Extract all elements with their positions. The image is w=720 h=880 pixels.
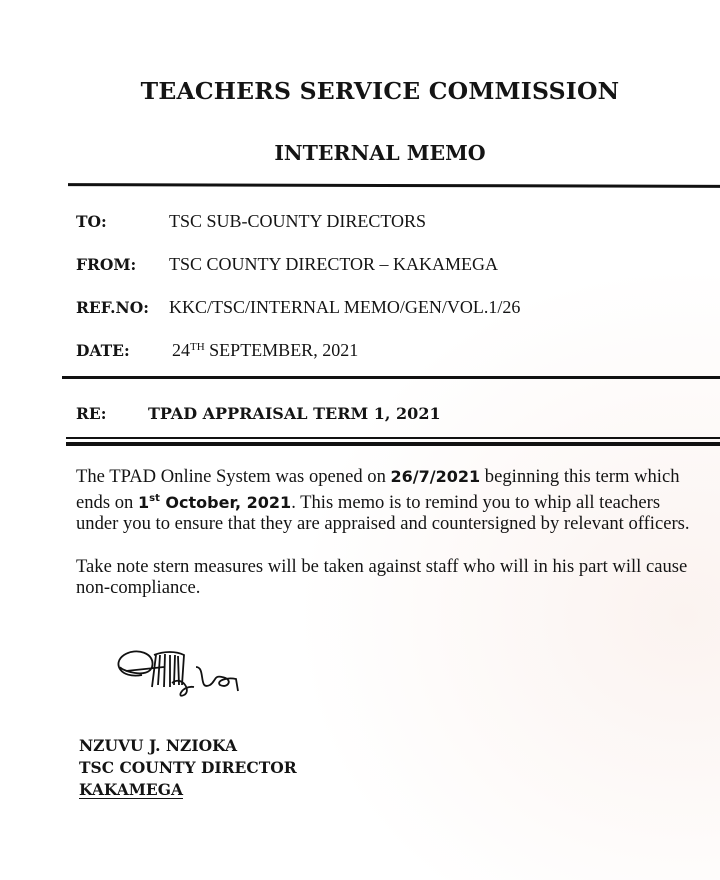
memo-type-title: INTERNAL MEMO [274, 141, 486, 165]
end-date-rest: October, 2021 [159, 492, 292, 512]
subject-value: TPAD APPRAISAL TERM 1, 2021 [148, 404, 441, 423]
end-day-suffix: st [149, 492, 160, 504]
body-paragraph-1 [76, 466, 706, 535]
divider-middle [62, 376, 720, 379]
field-from-label: FROM: [76, 255, 137, 274]
signatory-location: KAKAMEGA [79, 780, 183, 799]
field-from-value: TSC COUNTY DIRECTOR – KAKAMEGA [169, 254, 499, 274]
handwritten-signature [112, 645, 252, 707]
p1-text-a: The TPAD Online System was opened on [76, 466, 391, 487]
date-day-suffix: TH [190, 341, 205, 353]
field-to-label: TO: [76, 212, 107, 231]
field-ref-value: KKC/TSC/INTERNAL MEMO/GEN/VOL.1/26 [169, 297, 521, 317]
subject-line [76, 404, 441, 423]
field-date-label: DATE: [76, 341, 130, 360]
organization-title: TEACHERS SERVICE COMMISSION [140, 77, 620, 105]
field-ref-label: REF.NO: [76, 298, 149, 317]
signature-block [79, 735, 297, 801]
subject-label: RE: [76, 404, 107, 423]
p1-text-c: . This memo is to remind you to whip all teachers under you to ensure that they are appraised and countersigned by relevant officers. [76, 491, 690, 534]
signatory-name: NZUVU J. NZIOKA [79, 736, 237, 755]
date-rest: SEPTEMBER, 2021 [204, 340, 359, 360]
divider-double-upper [66, 437, 720, 439]
date-day: 24 [172, 340, 190, 360]
p1-text-b: beginning this term which ends on [76, 466, 680, 513]
field-date-value [172, 340, 358, 361]
p1-end-date [138, 493, 291, 512]
memo-body [76, 466, 706, 620]
divider-double-lower [66, 442, 720, 446]
end-day: 1 [137, 492, 150, 512]
p1-open-date: 26/7/2021 [390, 467, 481, 486]
divider-top [68, 183, 720, 188]
signatory-title: TSC COUNTY DIRECTOR [79, 758, 297, 777]
body-paragraph-2: Take note stern measures will be taken against staff who will in his part will cause non-compliance. [76, 555, 688, 598]
field-to-value: TSC SUB-COUNTY DIRECTORS [169, 211, 427, 231]
